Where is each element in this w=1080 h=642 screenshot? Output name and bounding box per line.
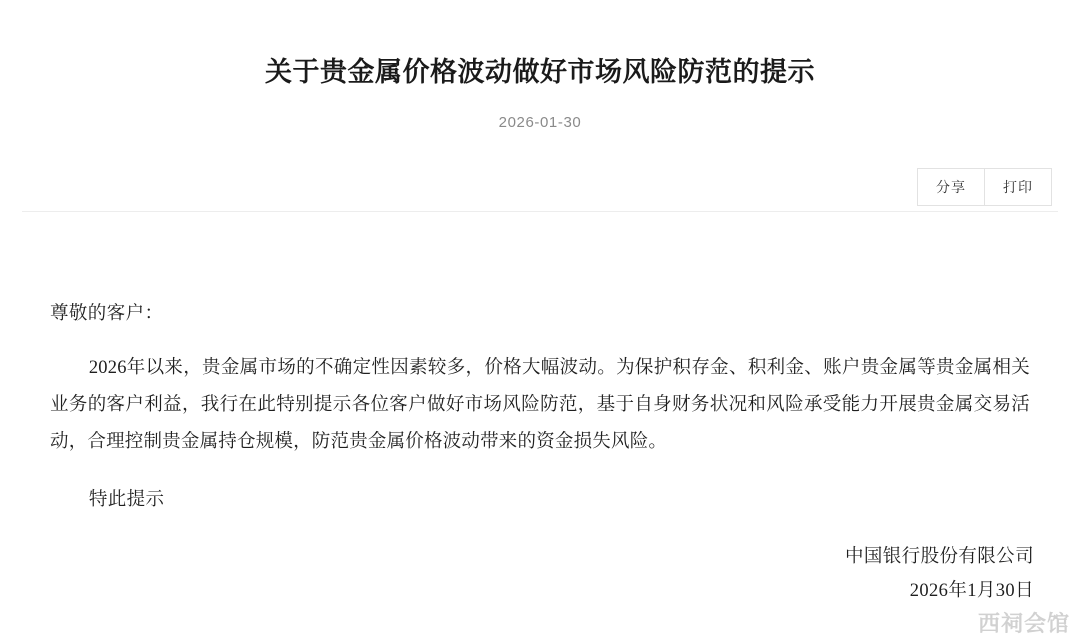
document-toolbar <box>917 168 1052 206</box>
header-divider <box>22 211 1058 212</box>
document-body <box>50 300 1030 511</box>
closing-note: 特此提示 <box>88 489 165 510</box>
signature-organization: 中国银行股份有限公司 <box>844 547 1034 567</box>
salutation: 尊敬的客户： <box>50 304 164 324</box>
share-button[interactable]: 分享 <box>917 168 984 206</box>
watermark-label: 西祠会馆 <box>977 611 1070 636</box>
print-button[interactable]: 打印 <box>984 168 1052 206</box>
body-paragraph: 2026年以来，贵金属市场的不确定性因素较多，价格大幅波动。为保护积存金、积利金、账户贵金属等贵金属相关业务的客户利益，我行在此特别提示各位客户做好市场风险防范，基于自身财务状况和风险承受能力开展贵金属交易活动，合理控制贵金属持仓规模，防范贵金属价格波动带来的资金损失风险。 <box>50 357 1030 452</box>
signature-block <box>845 540 1034 608</box>
page-title: 关于贵金属价格波动做好市场风险防范的提示 <box>265 57 815 87</box>
publish-date: 2026-01-30 <box>498 114 582 132</box>
signature-date: 2026年1月30日 <box>909 581 1034 602</box>
